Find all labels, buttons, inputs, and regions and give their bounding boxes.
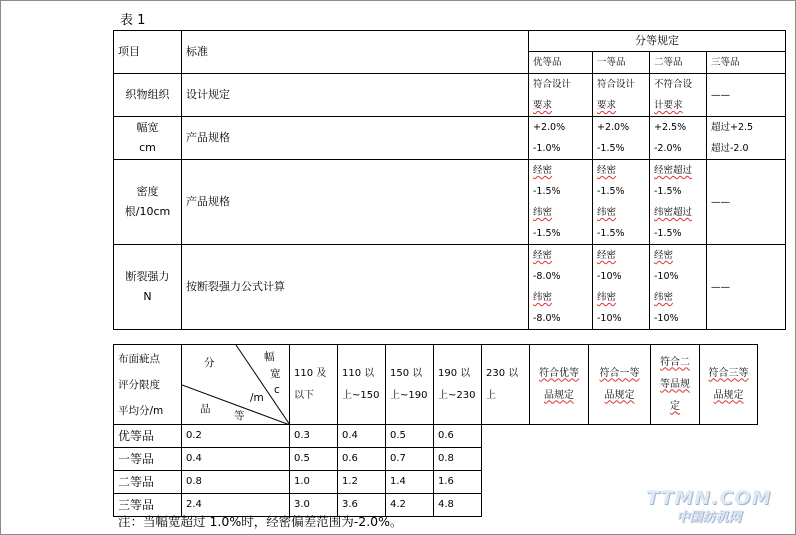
width-range-header <box>482 345 530 425</box>
table-row <box>114 448 758 471</box>
grade-cell-line: 超过-2.0 <box>711 143 749 154</box>
grade-name: 一等品 <box>114 448 182 471</box>
row-item <box>114 245 182 330</box>
grade-cell-line: 不符合设 <box>654 79 693 90</box>
width-range-header <box>386 345 434 425</box>
grade-cell-line: -1.5% <box>597 228 625 239</box>
header-grade-group: 分等规定 <box>529 31 786 52</box>
grade-cell-line: 纬密 <box>533 292 553 303</box>
conform-text: 品规定 <box>544 389 574 401</box>
diag-label-pin: 品 <box>200 403 211 415</box>
grade-cell-line: -10% <box>597 271 622 282</box>
grade-cell <box>593 117 650 160</box>
grade-cell <box>650 74 707 117</box>
width-range-text: 上~150 <box>342 389 380 401</box>
row-item-text: 密度 <box>136 185 159 198</box>
header-item: 项目 <box>114 31 182 74</box>
diag-label-fen: 分 <box>204 357 215 369</box>
grade-cell-line: -1.5% <box>654 186 682 197</box>
grade-header: 三等品 <box>707 52 786 74</box>
grade-cell-line: 符合设计 <box>533 79 572 90</box>
table-row <box>114 117 786 160</box>
score-value: 2.4 <box>182 494 290 517</box>
conform-text: 符合二 <box>660 356 690 368</box>
score-value: 0.4 <box>338 425 386 448</box>
diagonal-header-cell <box>182 345 290 425</box>
score-value: 0.5 <box>386 425 434 448</box>
grade-cell <box>529 245 593 330</box>
grade-cell <box>529 117 593 160</box>
table-row <box>114 425 758 448</box>
grade-cell-line: 超过+2.5 <box>711 122 754 133</box>
row-item-text: 织物组织 <box>125 88 170 101</box>
score-value: 4.8 <box>434 494 482 517</box>
width-range-text: 150 以 <box>390 367 423 379</box>
score-value: 0.5 <box>290 448 338 471</box>
width-range-text: 110 及 <box>294 367 327 379</box>
row-item-text: 幅宽 <box>136 121 159 134</box>
width-range-header <box>338 345 386 425</box>
grade-cell-line: 纬密 <box>597 207 617 218</box>
left-label: 评分限度 <box>118 378 160 391</box>
width-range-text: 上 <box>486 389 496 401</box>
grade-cell-line: -1.5% <box>533 186 561 197</box>
footnote: 注：当幅宽超过 1.0%时，经密偏差范围为-2.0%。 <box>118 514 403 529</box>
grade-cell-line: 符合设计 <box>597 79 636 90</box>
grade-cell-line: -2.0% <box>654 143 682 154</box>
grade-cell-line: +2.0% <box>533 122 566 133</box>
width-range-text: 230 以 <box>486 367 519 379</box>
grade-cell <box>707 160 786 245</box>
grade-cell-line: 经密 <box>597 165 617 176</box>
score-value: 0.7 <box>386 448 434 471</box>
grade-header: 二等品 <box>650 52 707 74</box>
score-value: 0.4 <box>182 448 290 471</box>
grade-cell-line: -8.0% <box>533 271 561 282</box>
conform-text: 品规定 <box>713 389 744 401</box>
row-standard: 设计规定 <box>182 74 529 117</box>
grade-cell-line: —— <box>711 89 730 101</box>
conform-text: 符合一等 <box>599 367 640 379</box>
diag-label-m: /m <box>250 392 264 404</box>
width-range-text: 以下 <box>294 389 314 401</box>
row-item <box>114 74 182 117</box>
row-item-text: cm <box>139 141 156 154</box>
diag-label-fu: 幅 <box>264 351 275 363</box>
grade-header: 一等品 <box>593 52 650 74</box>
grade-name: 优等品 <box>114 425 182 448</box>
row-standard: 产品规格 <box>182 160 529 245</box>
left-label: 布面疵点 <box>118 352 160 365</box>
score-value: 0.6 <box>338 448 386 471</box>
row-item-text: 断裂强力 <box>125 270 170 283</box>
header-standard: 标准 <box>182 31 529 74</box>
grade-cell-line: 纬密 <box>654 292 674 303</box>
score-value: 0.2 <box>182 425 290 448</box>
grade-header: 优等品 <box>529 52 593 74</box>
score-value: 3.6 <box>338 494 386 517</box>
grade-name: 二等品 <box>114 471 182 494</box>
conform-cell <box>651 345 700 425</box>
table-row <box>114 160 786 245</box>
score-value: 0.8 <box>182 471 290 494</box>
row-standard: 按断裂强力公式计算 <box>182 245 529 330</box>
grade-cell-line: -1.5% <box>533 228 561 239</box>
row-item-text: N <box>143 290 152 303</box>
grade-cell <box>593 160 650 245</box>
score-value: 0.6 <box>434 425 482 448</box>
grade-cell <box>529 74 593 117</box>
table-row <box>114 74 786 117</box>
score-value: 1.2 <box>338 471 386 494</box>
watermark-logo: TTMN.COM 中国纺机网 <box>646 487 772 525</box>
width-range-header <box>434 345 482 425</box>
left-label: 平均分/m <box>118 404 164 417</box>
conform-text: 等品规 <box>660 378 690 390</box>
score-value: 4.2 <box>386 494 434 517</box>
grade-cell <box>650 117 707 160</box>
grade-cell-line: -1.5% <box>597 186 625 197</box>
width-range-text: 190 以 <box>438 367 471 379</box>
score-value: 3.0 <box>290 494 338 517</box>
grade-cell <box>650 245 707 330</box>
width-range-header <box>290 345 338 425</box>
grade-cell-line: 经密 <box>533 250 553 261</box>
grade-cell-line: -10% <box>597 313 622 324</box>
grade-cell-line: 纬密超过 <box>654 207 693 218</box>
left-label-cell <box>114 345 182 425</box>
grade-cell-line: 要求 <box>597 100 617 111</box>
conform-text: 符合三等 <box>708 367 749 379</box>
grade-cell <box>593 74 650 117</box>
grade-name: 三等品 <box>114 494 182 517</box>
conform-cell <box>700 345 758 425</box>
grade-cell-line: 纬密 <box>533 207 553 218</box>
grade-cell-line: —— <box>711 196 730 208</box>
grade-cell <box>529 160 593 245</box>
conform-text: 品规定 <box>604 389 635 401</box>
score-value: 1.0 <box>290 471 338 494</box>
grade-cell-line: -1.5% <box>597 143 625 154</box>
grade-cell <box>707 74 786 117</box>
table-row <box>114 245 786 330</box>
conform-text: 定 <box>670 400 680 412</box>
score-value: 0.8 <box>434 448 482 471</box>
conform-text: 符合优等 <box>539 367 579 379</box>
grade-cell <box>707 245 786 330</box>
width-range-text: 上~230 <box>438 389 476 401</box>
score-value: 0.3 <box>290 425 338 448</box>
grading-table <box>113 30 786 330</box>
grade-cell-line: -1.0% <box>533 143 561 154</box>
row-item <box>114 160 182 245</box>
grade-cell-line: +2.0% <box>597 122 630 133</box>
score-value: 1.4 <box>386 471 434 494</box>
grade-cell-line: 经密 <box>597 250 617 261</box>
diag-label-c: c <box>274 384 280 396</box>
diag-label-deng: 等 <box>234 410 245 422</box>
table-caption: 表 1 <box>120 13 146 28</box>
grade-cell-line: -1.5% <box>654 228 682 239</box>
grade-cell-line: -8.0% <box>533 313 561 324</box>
grade-cell <box>593 245 650 330</box>
grade-cell-line: -10% <box>654 313 679 324</box>
conform-cell <box>530 345 589 425</box>
grade-cell-line: 纬密 <box>597 292 617 303</box>
grade-cell <box>650 160 707 245</box>
grade-cell-line: 经密超过 <box>654 165 693 176</box>
conform-cell <box>589 345 651 425</box>
row-item-text: 根/10cm <box>124 205 171 218</box>
grade-cell-line: —— <box>711 281 730 293</box>
grade-cell-line: 要求 <box>533 100 553 111</box>
width-range-text: 110 以 <box>342 367 375 379</box>
grade-cell-line: +2.5% <box>654 122 687 133</box>
row-item <box>114 117 182 160</box>
width-range-text: 上~190 <box>390 389 428 401</box>
grade-cell <box>707 117 786 160</box>
diag-label-kuan: 宽 <box>270 368 281 380</box>
row-standard: 产品规格 <box>182 117 529 160</box>
grade-cell-line: 经密 <box>533 165 553 176</box>
grade-cell-line: 经密 <box>654 250 674 261</box>
score-value: 1.6 <box>434 471 482 494</box>
grade-cell-line: 计要求 <box>654 100 683 111</box>
grade-cell-line: -10% <box>654 271 679 282</box>
